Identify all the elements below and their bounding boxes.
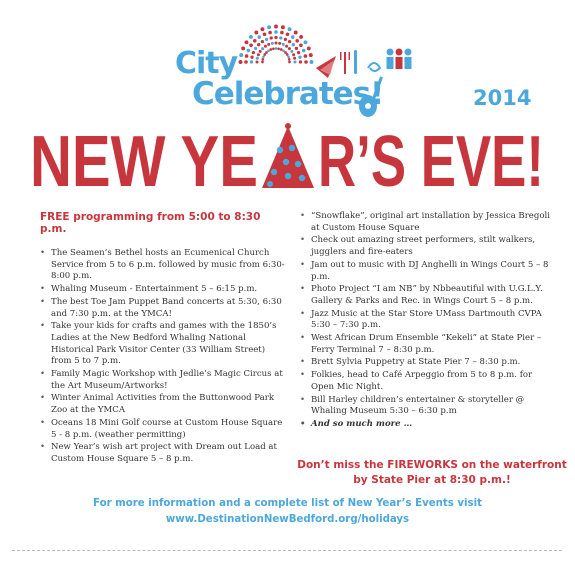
headline-text-end: R’S EVE! bbox=[318, 122, 544, 200]
logo-celebrates-text: Celebrates! bbox=[192, 76, 384, 112]
fireworks-notice: Don’t miss the FIREWORKS on the waterfront by State Pier at 8:30 p.m.! bbox=[297, 459, 567, 486]
list-item: • Oceans 18 Mini Golf course at Custom House Square 5 - 8 p.m. (weather permitting) bbox=[40, 418, 288, 441]
list-item: • Folkies, head to Café Arpeggio from 5 to 8 p.m. for Open Mic Night. bbox=[300, 370, 550, 393]
right-column bbox=[300, 211, 550, 432]
left-column bbox=[40, 211, 288, 467]
fork-knife-icon bbox=[340, 50, 357, 74]
party-hat-icon bbox=[316, 56, 336, 78]
list-item: • Check out amazing street performers, stilt walkers, jugglers and fire-eaters bbox=[300, 235, 550, 258]
and-so-much-more: • And so much more … bbox=[300, 419, 550, 431]
logo-city-text: City bbox=[175, 46, 238, 81]
left-event-list bbox=[40, 248, 288, 466]
list-item: • “Snowflake”, original art installation by Jessica Bregoli at Custom House Square bbox=[300, 211, 550, 234]
people-icon bbox=[387, 49, 412, 70]
list-item: • New Year’s wish art project with Dream out Load at Custom House Square 5 – 8 p.m. bbox=[40, 442, 288, 465]
list-item: • Photo Project “I am NB” by Nbbeautiful with U.G.L.Y. Gallery & Parks and Rec. in Wings Court 5 – 8 p.m. bbox=[300, 284, 550, 307]
footer-url-link[interactable]: www.DestinationNewBedford.org/holidays bbox=[165, 514, 410, 525]
list-item: • The best Toe Jam Puppet Band concerts at 5:30, 6:30 and 7:30 p.m. at the YMCA! bbox=[40, 297, 288, 320]
list-item: • Family Magic Workshop with Jedlie’s Magic Circus at the Art Museum/Artworks! bbox=[40, 369, 288, 392]
footer-info-text: For more information and a complete list of New Year’s Events visit bbox=[93, 498, 482, 509]
list-item: • Whaling Museum - Entertainment 5 – 6:15 p.m. bbox=[40, 284, 288, 296]
dashed-divider bbox=[12, 550, 562, 551]
swirl-icon bbox=[368, 63, 380, 71]
party-hat-letter-icon bbox=[262, 123, 314, 188]
headline bbox=[30, 120, 545, 200]
list-item: • Bill Harley children’s entertainer & storyteller @ Whaling Museum 5:30 – 6:30 p.m bbox=[300, 395, 550, 418]
fireworks-burst-icon bbox=[239, 25, 314, 64]
footer bbox=[0, 496, 575, 528]
headline-text-start: NEW YE bbox=[30, 122, 258, 200]
list-item: • Jazz Music at the Star Store UMass Dartmouth CVPA 5:30 – 7:30 p.m. bbox=[300, 309, 550, 332]
list-item: • Brett Sylvia Puppetry at State Pier 7 – 8:30 p.m. bbox=[300, 357, 550, 369]
right-event-list bbox=[300, 211, 550, 431]
list-item: • The Seamen’s Bethel hosts an Ecumenical Church Service from 5 to 6 p.m. followed by music from 6:30-8:00 p.m. bbox=[40, 248, 288, 283]
list-item: • Jam out to music with DJ Anghelli in Wings Court 5 – 8 p.m. bbox=[300, 260, 550, 283]
year-label: 2014 bbox=[473, 86, 532, 110]
list-item: • West African Drum Ensemble “Kekeli” at State Pier – Ferry Terminal 7 – 8:30 p.m. bbox=[300, 333, 550, 356]
list-item: • Winter Animal Activities from the Buttonwood Park Zoo at the YMCA bbox=[40, 393, 288, 416]
free-programming-heading: FREE programming from 5:00 to 8:30 p.m. bbox=[40, 211, 261, 235]
list-item: • Take your kids for crafts and games with the 1850’s Ladies at the New Bedford Whaling National Historical Park Visitor Center (33 William Street) from 5 to 7 p.m. bbox=[40, 321, 288, 368]
